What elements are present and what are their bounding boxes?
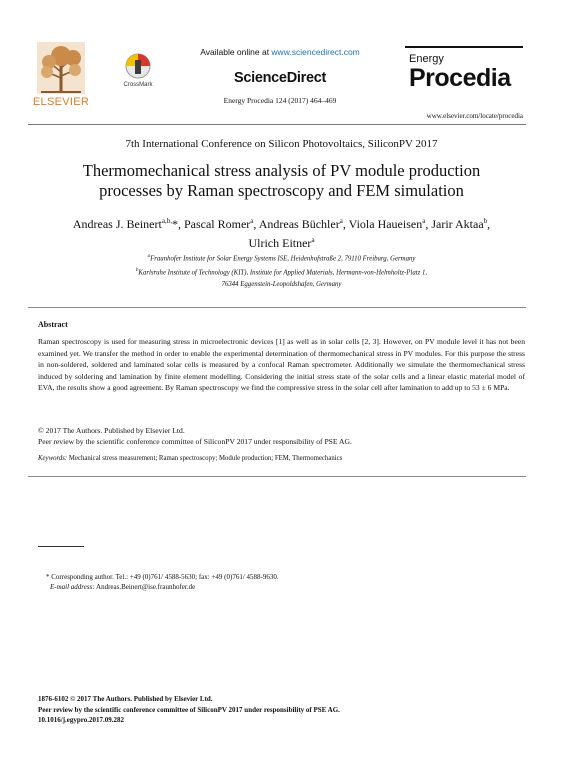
author-separator: , <box>487 217 491 231</box>
author <box>431 217 490 231</box>
elsevier-tree-icon <box>37 42 85 94</box>
keywords-label: Keywords: <box>38 455 68 462</box>
footer-doi[interactable]: 10.1016/j.egypro.2017.09.282 <box>38 716 125 724</box>
affiliation-b-text-2: 76344 Eggenstein-Leopoldshafen, Germany <box>221 280 342 288</box>
author-affiliation-marker: b <box>483 217 488 225</box>
email-address[interactable]: Andreas.Beinert@ise.fraunhofer.de <box>94 583 196 591</box>
journal-reference: Energy Procedia 124 (2017) 464–469 <box>223 96 337 105</box>
author-separator: , <box>342 217 349 231</box>
copyright-notice: © 2017 The Authors. Published by Elsevier Ltd. <box>38 426 185 435</box>
footnote-divider <box>38 546 84 547</box>
crossmark-icon <box>118 52 158 82</box>
author-name: Andreas J. Beinert <box>72 217 162 231</box>
author-separator: , <box>425 217 432 231</box>
journal-logo-rule <box>405 46 523 48</box>
keywords-text: Mechanical stress measurement; Raman spectroscopy; Module production; FEM, Thermomechanics <box>67 455 343 462</box>
abstract-bottom-divider <box>28 476 526 477</box>
availability-line <box>160 47 400 57</box>
keywords <box>38 455 525 462</box>
author-suffix: * <box>171 217 178 231</box>
author-affiliation-marker: a <box>311 236 315 244</box>
author-name: Andreas Büchler <box>258 217 340 231</box>
affiliation-a <box>28 251 535 265</box>
author-name: Jarir Aktaa <box>431 217 484 231</box>
author-list <box>28 213 535 251</box>
footer-issn: 1876-6102 © 2017 The Authors. Published by Elsevier Ltd. <box>38 695 213 703</box>
author-affiliation-marker: a <box>250 217 254 225</box>
publisher-name: ELSEVIER <box>32 96 90 108</box>
author-affiliation-marker: a <box>422 217 426 225</box>
platform-name: ScienceDirect <box>233 70 326 86</box>
affiliation-a-marker: a <box>147 254 151 259</box>
author-separator: , <box>177 217 184 231</box>
author <box>259 217 349 231</box>
journal-logo <box>405 46 523 108</box>
author-name: Ulrich Eitner <box>248 236 312 250</box>
author-name: Pascal Romer <box>183 217 251 231</box>
journal-logo-title: Procedia <box>409 64 511 92</box>
journal-url[interactable]: www.elsevier.com/locate/procedia <box>426 112 523 120</box>
abstract-text: Raman spectroscopy is used for measuring stress in microelectronic devices [1] as well as in solar cells [2, 3]. However, on PV module level it has not been examined yet. We transfer the method in order to enable the experimental determination of thermomechanical stress in PV modules. For this purpose the stress in non-soldered, soldered and laminated solar cells is measured by a confocal Raman spectrometer. Additionally we simulate the thermomechanical stress induced by soldering and lamination by finite element modelling. Considering the initial stress state of the solar cells and a linear elastic material model of EVA, the results show a good agreement. By Raman spectroscopy we find the compressive stress in the solar cell after lamination to add up to 53 ± 6 MPa. <box>38 337 525 392</box>
title-line-1: Thermomechanical stress analysis of PV module production <box>82 161 481 180</box>
author-separator: , <box>253 217 259 231</box>
email-label: E-mail address: <box>50 583 95 591</box>
author <box>184 217 259 231</box>
affiliation-b <box>28 265 535 279</box>
author-name: Viola Haueisen <box>348 217 423 231</box>
author <box>73 217 184 231</box>
crossmark-label: CrossMark <box>123 82 153 88</box>
affiliation-b-text-1: Karlsruhe Institute of Technology (KIT), Institute for Applied Materials, Hermann-von-Helmholtz-Platz 1, <box>138 269 428 277</box>
abstract-heading: Abstract <box>38 320 68 329</box>
affiliations <box>28 251 535 290</box>
affiliation-a-text: Fraunhofer Institute for Solar Energy Systems ISE, Heidenhofstraße 2, 79110 Freiburg, Germany <box>150 255 416 263</box>
author-affiliation-marker: a <box>339 217 343 225</box>
footer-peer-review: Peer review by the scientific conference committee of SiliconPV 2017 under responsibility of PSE AG. <box>38 706 340 714</box>
title-line-2: processes by Raman spectroscopy and FEM simulation <box>99 181 464 200</box>
corresponding-author-note: * Corresponding author. Tel.: +49 (0)761/ 4588-5630; fax: +49 (0)761/ 4588-9630. <box>46 573 279 581</box>
email-note <box>50 583 195 591</box>
author <box>248 236 314 250</box>
conference-name: 7th International Conference on Silicon Photovoltaics, SiliconPV 2017 <box>125 138 438 150</box>
abstract-top-divider <box>28 307 526 308</box>
elsevier-logo <box>28 42 94 110</box>
peer-review-notice: Peer review by the scientific conference committee of SiliconPV 2017 under responsibility of PSE AG. <box>38 437 352 446</box>
author <box>349 217 432 231</box>
crossmark-badge[interactable] <box>118 52 158 92</box>
header-divider <box>28 124 526 125</box>
paper-title <box>28 161 535 201</box>
journal-logo-subtitle: Energy <box>409 53 444 65</box>
author-affiliation-marker: a,b, <box>161 217 172 225</box>
affiliation-b-marker: b <box>135 267 139 273</box>
availability-text: Available online at <box>200 47 272 57</box>
sciencedirect-link[interactable]: www.sciencedirect.com <box>271 47 360 57</box>
